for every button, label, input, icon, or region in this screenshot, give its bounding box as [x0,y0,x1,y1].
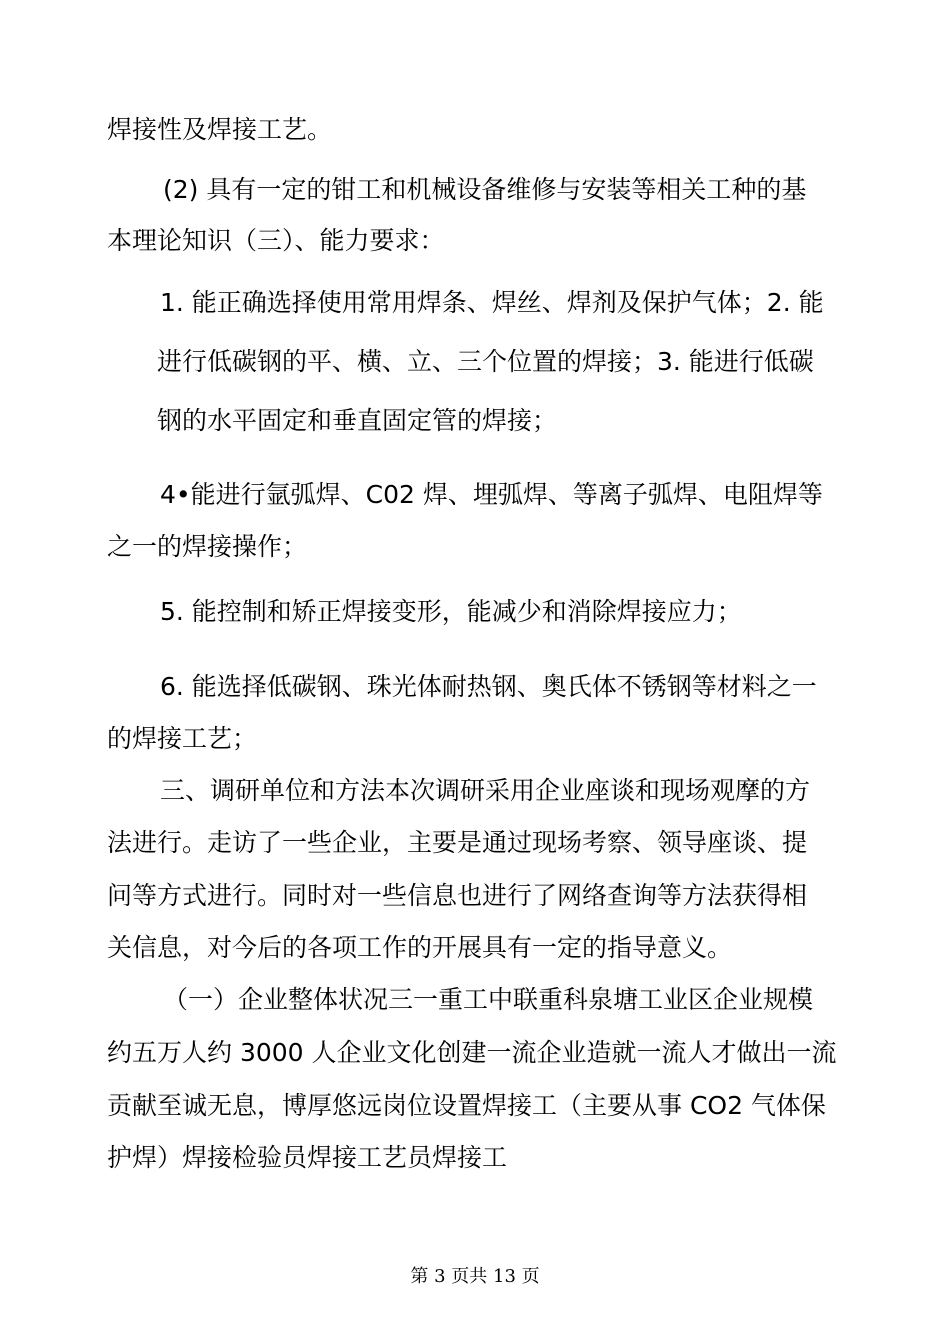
text-line: 1. 能正确选择使用常用焊条、焊丝、焊剂及保护气体；2. 能 [160,288,824,317]
text-line: 的焊接工艺； [107,724,258,753]
text-line: 本理论知识（三）、能力要求： [107,226,445,255]
text-line: 钢的水平固定和垂直固定管的焊接； [157,406,558,435]
text-line: 关信息，对今后的各项工作的开展具有一定的指导意义。 [107,933,733,962]
page-number: 第 3 页共 13 页 [410,1266,540,1287]
text-line: 法进行。走访了一些企业，主要是通过现场考察、领导座谈、提 [107,828,808,857]
text-line: 问等方式进行。同时对一些信息也进行了网络查询等方法获得相 [107,881,808,910]
text-line: 6. 能选择低碳钢、珠光体耐热钢、奥氏体不锈钢等材料之一 [160,672,817,701]
text-line: 贡献至诚无息，博厚悠远岗位设置焊接工（主要从事 CO2 气体保 [107,1091,826,1120]
text-line: 护焊）焊接检验员焊接工艺员焊接工 [107,1143,508,1172]
text-line: 约五万人约 3000 人企业文化创建一流企业造就一流人才做出一流 [107,1038,837,1067]
text-line: 之一的焊接操作； [107,532,308,561]
text-line: （一）企业整体状况三一重工中联重科泉塘工业区企业规模 [163,985,814,1014]
text-line: (2) 具有一定的钳工和机械设备维修与安装等相关工种的基 [163,175,807,204]
text-line: 进行低碳钢的平、横、立、三个位置的焊接；3. 能进行低碳 [157,347,814,376]
text-line: 4•能进行氩弧焊、C02 焊、埋弧焊、等离子弧焊、电阻焊等 [160,480,823,509]
text-line: 焊接性及焊接工艺。 [107,115,333,144]
text-line: 三、调研单位和方法本次调研采用企业座谈和现场观摩的方 [160,776,811,805]
text-line: 5. 能控制和矫正焊接变形，能减少和消除焊接应力； [160,597,742,626]
